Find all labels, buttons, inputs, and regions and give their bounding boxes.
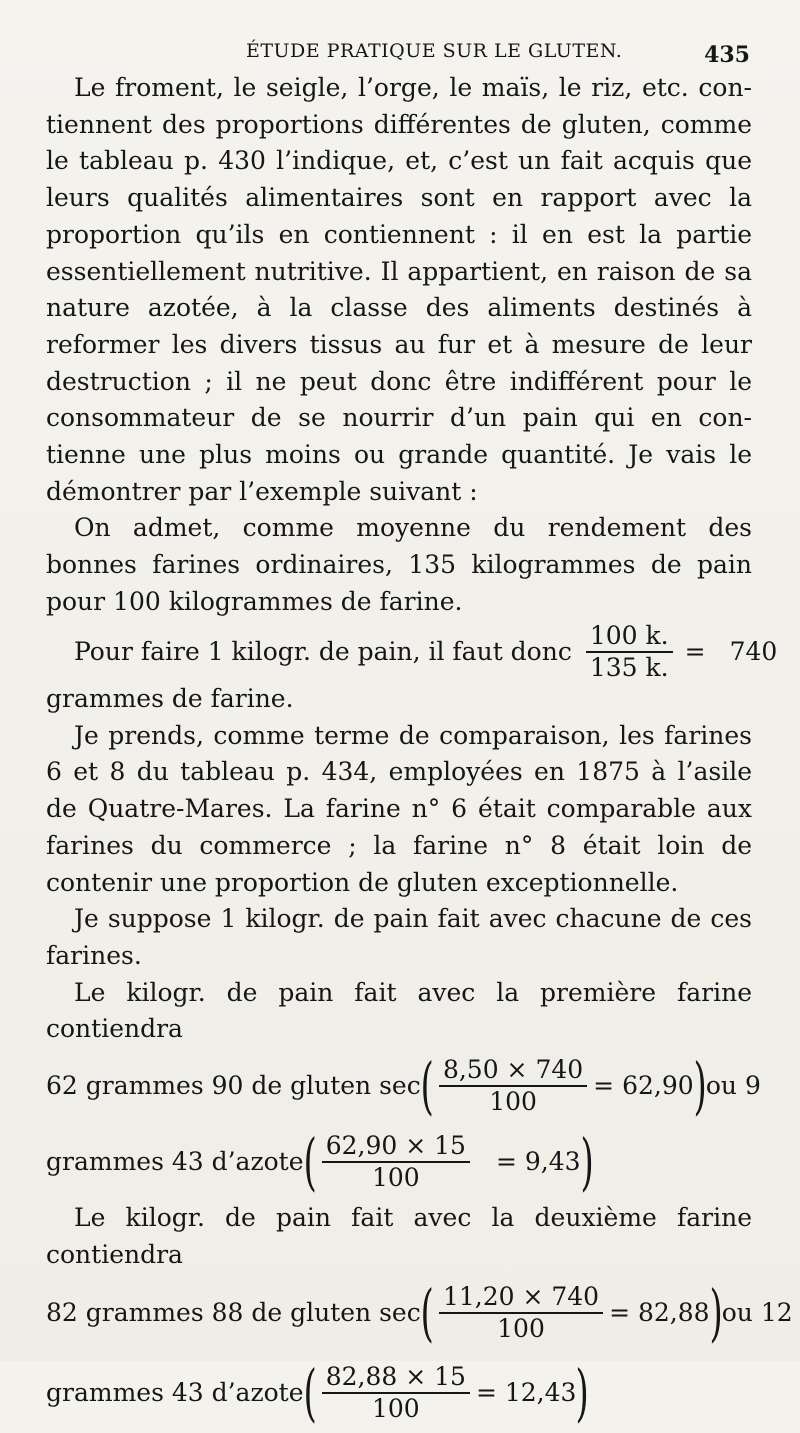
page-header <box>46 0 752 70</box>
formula-tail: ou 9 <box>705 1071 761 1101</box>
formula-text: Pour faire 1 kilogr. de pain, il faut donc <box>74 636 572 666</box>
fraction-numerator: 100 k. <box>586 623 673 653</box>
fraction <box>322 1130 470 1193</box>
formula-nitrogen-first: grammes 43 d’azote ( $\frac{62,90 \times 15}{100}$ = 9,43 ) <box>46 1125 594 1199</box>
fraction-denominator: 100 <box>371 1163 420 1193</box>
fraction-denominator: 100 <box>489 1087 537 1117</box>
formula-text: grammes 43 d’azote <box>46 1147 304 1177</box>
formula-flour-per-kilo <box>46 620 778 682</box>
paragraph-second-flour: Le kilogr. de pain fait avec la deuxième farine contiendra <box>46 1203 752 1269</box>
fraction-numerator: 8,50 × 740 <box>439 1057 587 1087</box>
formula-result: = 12,43 <box>475 1378 577 1408</box>
formula-text: 62 grammes 90 de gluten sec <box>46 1071 421 1101</box>
fraction-numerator: 82,88 × 15 <box>322 1364 470 1394</box>
formula-result: = 82,88 <box>609 1298 710 1328</box>
paragraph-continuation: grammes de farine. <box>46 684 294 714</box>
fraction-numerator: 62,90 × 15 <box>322 1133 470 1163</box>
fraction-denominator: 100 <box>497 1314 545 1344</box>
paragraph-yield: On admet, comme moyenne du rendement des bonnes farines ordinaires, 135 kilogrammes de pain pour 100 kilogrammes de farine. <box>46 513 752 616</box>
formula-nitrogen-second: grammes 43 d’azote ( $\frac{82,88 \times 15}{100}$ = 12,43 ) <box>46 1356 590 1430</box>
formula-result: 740 <box>729 636 778 666</box>
paragraph-comparison: Je prends, comme terme de comparaison, les farines 6 et 8 du tableau p. 434, employées en 1875 à l’asile de Quatre-Mares. La farine n° 6 était comparable aux farines du commerce ; la farine n° 8 était loin de contenir une proportion de gluten exceptionnelle. <box>46 720 752 897</box>
running-title: ÉTUDE PRATIQUE SUR LE GLUTEN. <box>246 40 623 62</box>
equals-sign: = <box>684 636 706 666</box>
formula-gluten-first: 62 grammes 90 de gluten sec ( $\frac{8,50 \times 740}{100}$ = 62,90 ) ou 9 <box>46 1049 761 1123</box>
body-text <box>46 70 793 1433</box>
formula-result: = 9,43 <box>495 1147 581 1177</box>
formula-tail: ou 12 <box>721 1298 793 1328</box>
fraction <box>322 1364 470 1423</box>
page-number: 435 <box>704 42 750 68</box>
formula-result: = 62,90 <box>593 1071 694 1101</box>
fraction-denominator: 100 <box>371 1394 420 1424</box>
fraction-numerator: 11,20 × 740 <box>439 1284 603 1314</box>
formula-text: grammes 43 d’azote <box>46 1378 304 1408</box>
formula-gluten-second: 82 grammes 88 de gluten sec ( $\frac{11,20 \times 740}{100}$ = 82,88 ) ou 12 <box>46 1276 793 1350</box>
fraction <box>439 1054 587 1117</box>
fraction <box>439 1284 603 1343</box>
formula-text: 82 grammes 88 de gluten sec <box>46 1298 421 1328</box>
fraction <box>586 620 673 682</box>
fraction-denominator: 135 k. <box>589 652 669 682</box>
paragraph-supposition: Je suppose 1 kilogr. de pain fait avec chacune de ces farines. <box>46 904 752 970</box>
paragraph-cereals: Le froment, le seigle, l’orge, le maïs, le riz, etc. contiennent des proportions différentes de gluten, comme le tableau p. 430 l’indique, et, c’est un fait acquis que leurs qualités alimentaires sont en rapport avec la proportion qu’ils en contiennent : il en est la partie essentiellement nutritive. Il appartient, en raison de sa nature azotée, à la classe des aliments destinés à reformer les divers tissus au fur et à mesure de leur destruction ; il ne peut donc être indifférent pour le consommateur de se nourrir d’un pain qui en contienne une plus moins ou grande quantité. Je vais le démontrer par l’exemple suivant : <box>46 73 752 506</box>
paragraph-first-flour: Le kilogr. de pain fait avec la première farine contiendra <box>46 977 752 1044</box>
